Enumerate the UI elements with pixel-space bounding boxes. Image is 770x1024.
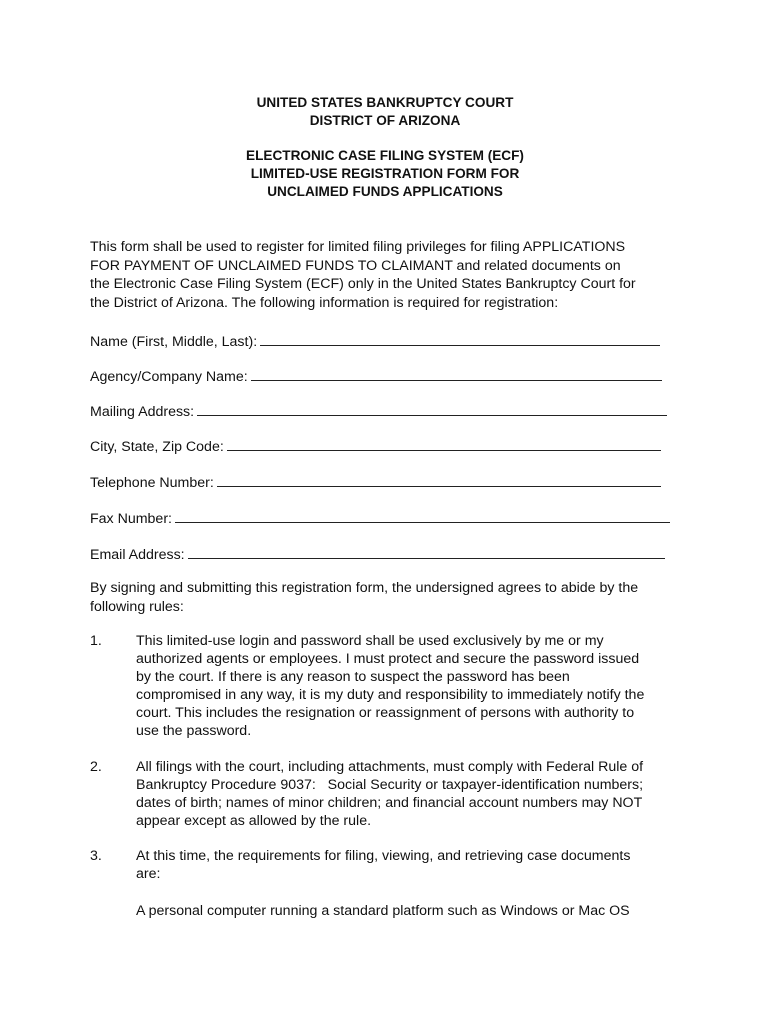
email-field: [90, 544, 665, 564]
name-blank[interactable]: [260, 331, 660, 346]
intro-line: the District of Arizona. The following information is required for registration:: [90, 294, 559, 311]
agency-field: [90, 366, 662, 386]
rule-line: court. This includes the resignation or reassignment of persons with authority to: [136, 705, 635, 721]
fax-blank[interactable]: [175, 508, 670, 523]
rule-line: use the password.: [136, 723, 252, 739]
rule-number: 3.: [90, 848, 102, 864]
intro-line: This form shall be used to register for limited filing privileges for filing APPLICATIONS: [90, 239, 626, 255]
mailing-address-label: Mailing Address:: [90, 404, 195, 420]
intro-line: FOR PAYMENT OF UNCLAIMED FUNDS TO CLAIMANT and related documents on: [90, 257, 621, 274]
fax-field: [90, 508, 670, 528]
court-name: UNITED STATES BANKRUPTCY COURT: [256, 95, 514, 110]
rule-line: are:: [136, 866, 161, 882]
rule-line: dates of birth; names of minor children; and financial account numbers may NOT: [136, 795, 643, 811]
rule-line: Bankruptcy Procedure 9037: Social Security or taxpayer-identification numbers;: [136, 777, 644, 793]
agreement-paragraph: [90, 579, 690, 616]
rule-text: [136, 847, 696, 883]
intro-line: the Electronic Case Filing System (ECF) only in the United States Bankruptcy Court for: [90, 276, 636, 292]
mailing-address-blank[interactable]: [197, 401, 667, 416]
rule-line: compromised in any way, it is my duty and responsibility to immediately notify the: [136, 687, 645, 703]
telephone-field: [90, 472, 661, 492]
form-title: [0, 147, 770, 201]
telephone-label: Telephone Number:: [90, 475, 214, 491]
rule-line: authorized agents or employees. I must protect and secure the password issued: [136, 651, 640, 667]
fax-label: Fax Number:: [90, 511, 172, 527]
agreement-line: following rules:: [90, 598, 184, 615]
rule-line: At this time, the requirements for filing, viewing, and retrieving case documents: [136, 848, 631, 864]
mailing-address-field: [90, 401, 667, 421]
rule-line: appear except as allowed by the rule.: [136, 813, 372, 829]
city-state-zip-field: [90, 436, 661, 456]
city-state-zip-blank[interactable]: [227, 436, 661, 451]
rule-number: 1.: [90, 633, 102, 649]
rule-line: All filings with the court, including attachments, must comply with Federal Rule of: [136, 759, 644, 775]
rule-text: [136, 758, 696, 830]
rule-text: [136, 632, 696, 740]
city-state-zip-label: City, State, Zip Code:: [90, 439, 224, 455]
agreement-line: By signing and submitting this registration form, the undersigned agrees to abide by the: [90, 580, 639, 596]
form-title-line: UNCLAIMED FUNDS APPLICATIONS: [267, 184, 503, 199]
agency-blank[interactable]: [251, 366, 662, 381]
name-field: [90, 331, 660, 351]
name-label: Name (First, Middle, Last):: [90, 334, 258, 350]
rule-line: This limited-use login and password shall be used exclusively by me or my: [136, 633, 604, 649]
court-heading: [0, 94, 770, 130]
telephone-blank[interactable]: [217, 472, 661, 487]
agency-label: Agency/Company Name:: [90, 369, 248, 385]
email-label: Email Address:: [90, 547, 185, 563]
requirement-line: A personal computer running a standard platform such as Windows or Mac OS: [136, 903, 630, 919]
rule-number: 2.: [90, 759, 102, 775]
email-blank[interactable]: [188, 544, 665, 559]
form-title-line: LIMITED-USE REGISTRATION FORM FOR: [250, 166, 520, 181]
court-district: DISTRICT OF ARIZONA: [309, 113, 461, 128]
rule-line: by the court. If there is any reason to suspect the password has been: [136, 669, 570, 685]
intro-paragraph: [90, 238, 680, 312]
form-title-line: ELECTRONIC CASE FILING SYSTEM (ECF): [246, 148, 524, 163]
